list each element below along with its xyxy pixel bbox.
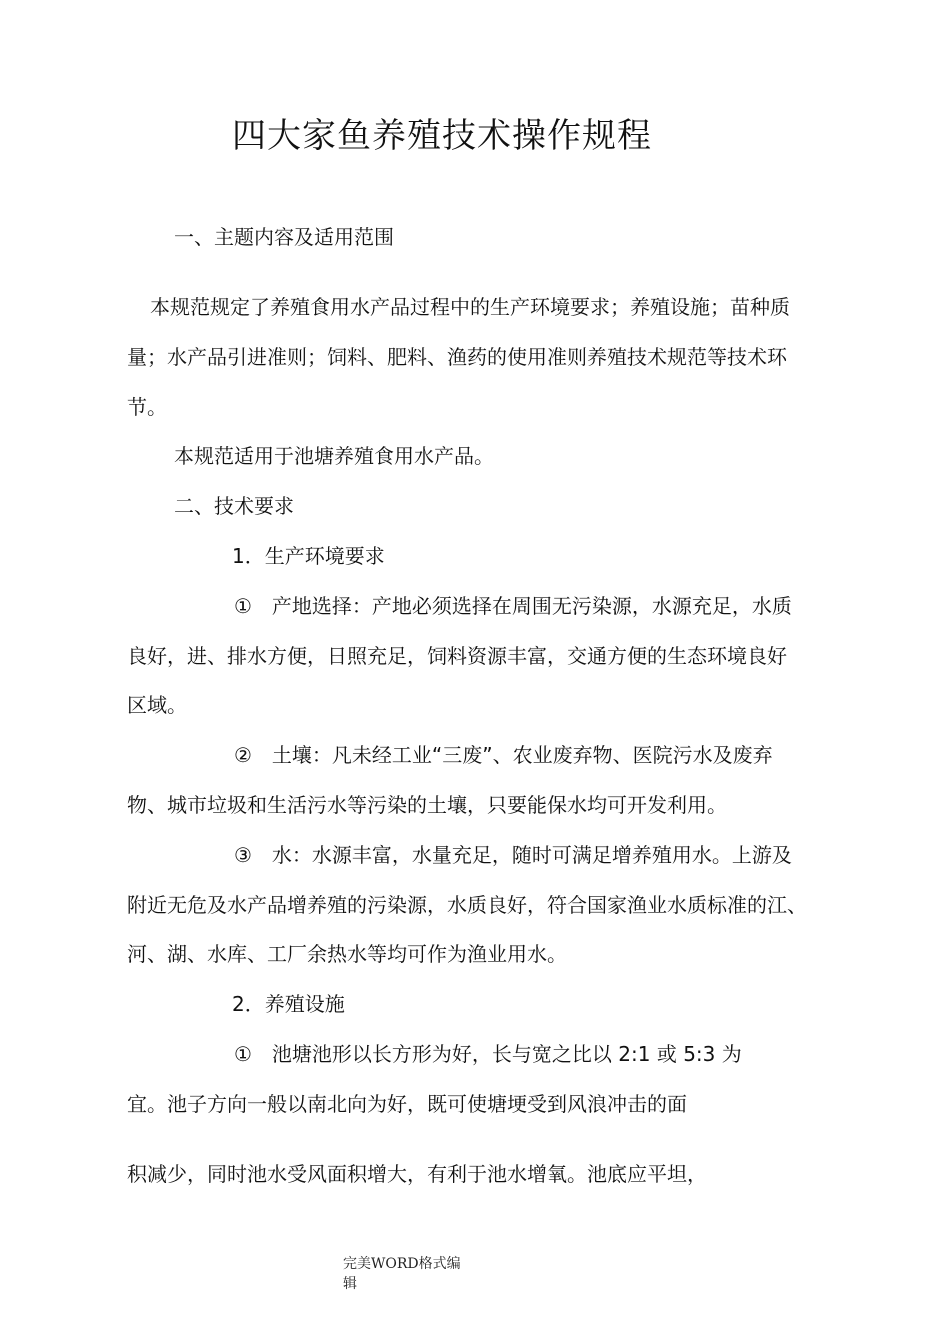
list-item-line: ① 产地选择：产地必须选择在周围无污染源，水源充足，水质 bbox=[234, 594, 792, 618]
subsection-heading-environment: 1．生产环境要求 bbox=[232, 544, 385, 568]
list-item-line: 河、湖、水库、工厂余热水等均可作为渔业用水。 bbox=[127, 942, 567, 966]
list-item-line: ① 池塘池形以长方形为好，长与宽之比以 2:1 或 5:3 为 bbox=[234, 1042, 742, 1066]
footer-line: 辑 bbox=[343, 1276, 357, 1292]
list-item-line: ② 土壤：凡未经工业“三废”、农业废弃物、医院污水及废弃 bbox=[234, 743, 773, 767]
footer-line: 完美WORD格式编 bbox=[343, 1256, 461, 1272]
section-heading-technical: 二、技术要求 bbox=[174, 494, 294, 518]
list-item-line: 积减少，同时池水受风面积增大，有利于池水增氧。池底应平坦， bbox=[127, 1162, 707, 1186]
list-item-line: 宜。池子方向一般以南北向为好，既可使塘埂受到风浪冲击的面 bbox=[127, 1092, 687, 1116]
paragraph-line: 节。 bbox=[127, 395, 167, 419]
subsection-heading-facilities: 2．养殖设施 bbox=[232, 992, 345, 1016]
section-heading-scope: 一、主题内容及适用范围 bbox=[174, 225, 394, 249]
list-item-line: 良好，进、排水方便，日照充足，饲料资源丰富，交通方便的生态环境良好 bbox=[127, 644, 787, 668]
page-footer bbox=[343, 1254, 463, 1294]
document-title: 四大家鱼养殖技术操作规程 bbox=[232, 116, 652, 156]
paragraph-line: 量；水产品引进准则；饲料、肥料、渔药的使用准则养殖技术规范等技术环 bbox=[127, 345, 787, 369]
list-item-line: ③ 水：水源丰富，水量充足，随时可满足增养殖用水。上游及 bbox=[234, 843, 792, 867]
list-item-line: 物、城市垃圾和生活污水等污染的土壤，只要能保水均可开发利用。 bbox=[127, 793, 727, 817]
list-item-line: 区域。 bbox=[127, 693, 187, 717]
paragraph-line: 本规范规定了养殖食用水产品过程中的生产环境要求；养殖设施；苗种质 bbox=[150, 295, 790, 319]
paragraph-line: 本规范适用于池塘养殖食用水产品。 bbox=[174, 444, 494, 468]
list-item-line: 附近无危及水产品增养殖的污染源，水质良好，符合国家渔业水质标准的江、 bbox=[127, 893, 807, 917]
